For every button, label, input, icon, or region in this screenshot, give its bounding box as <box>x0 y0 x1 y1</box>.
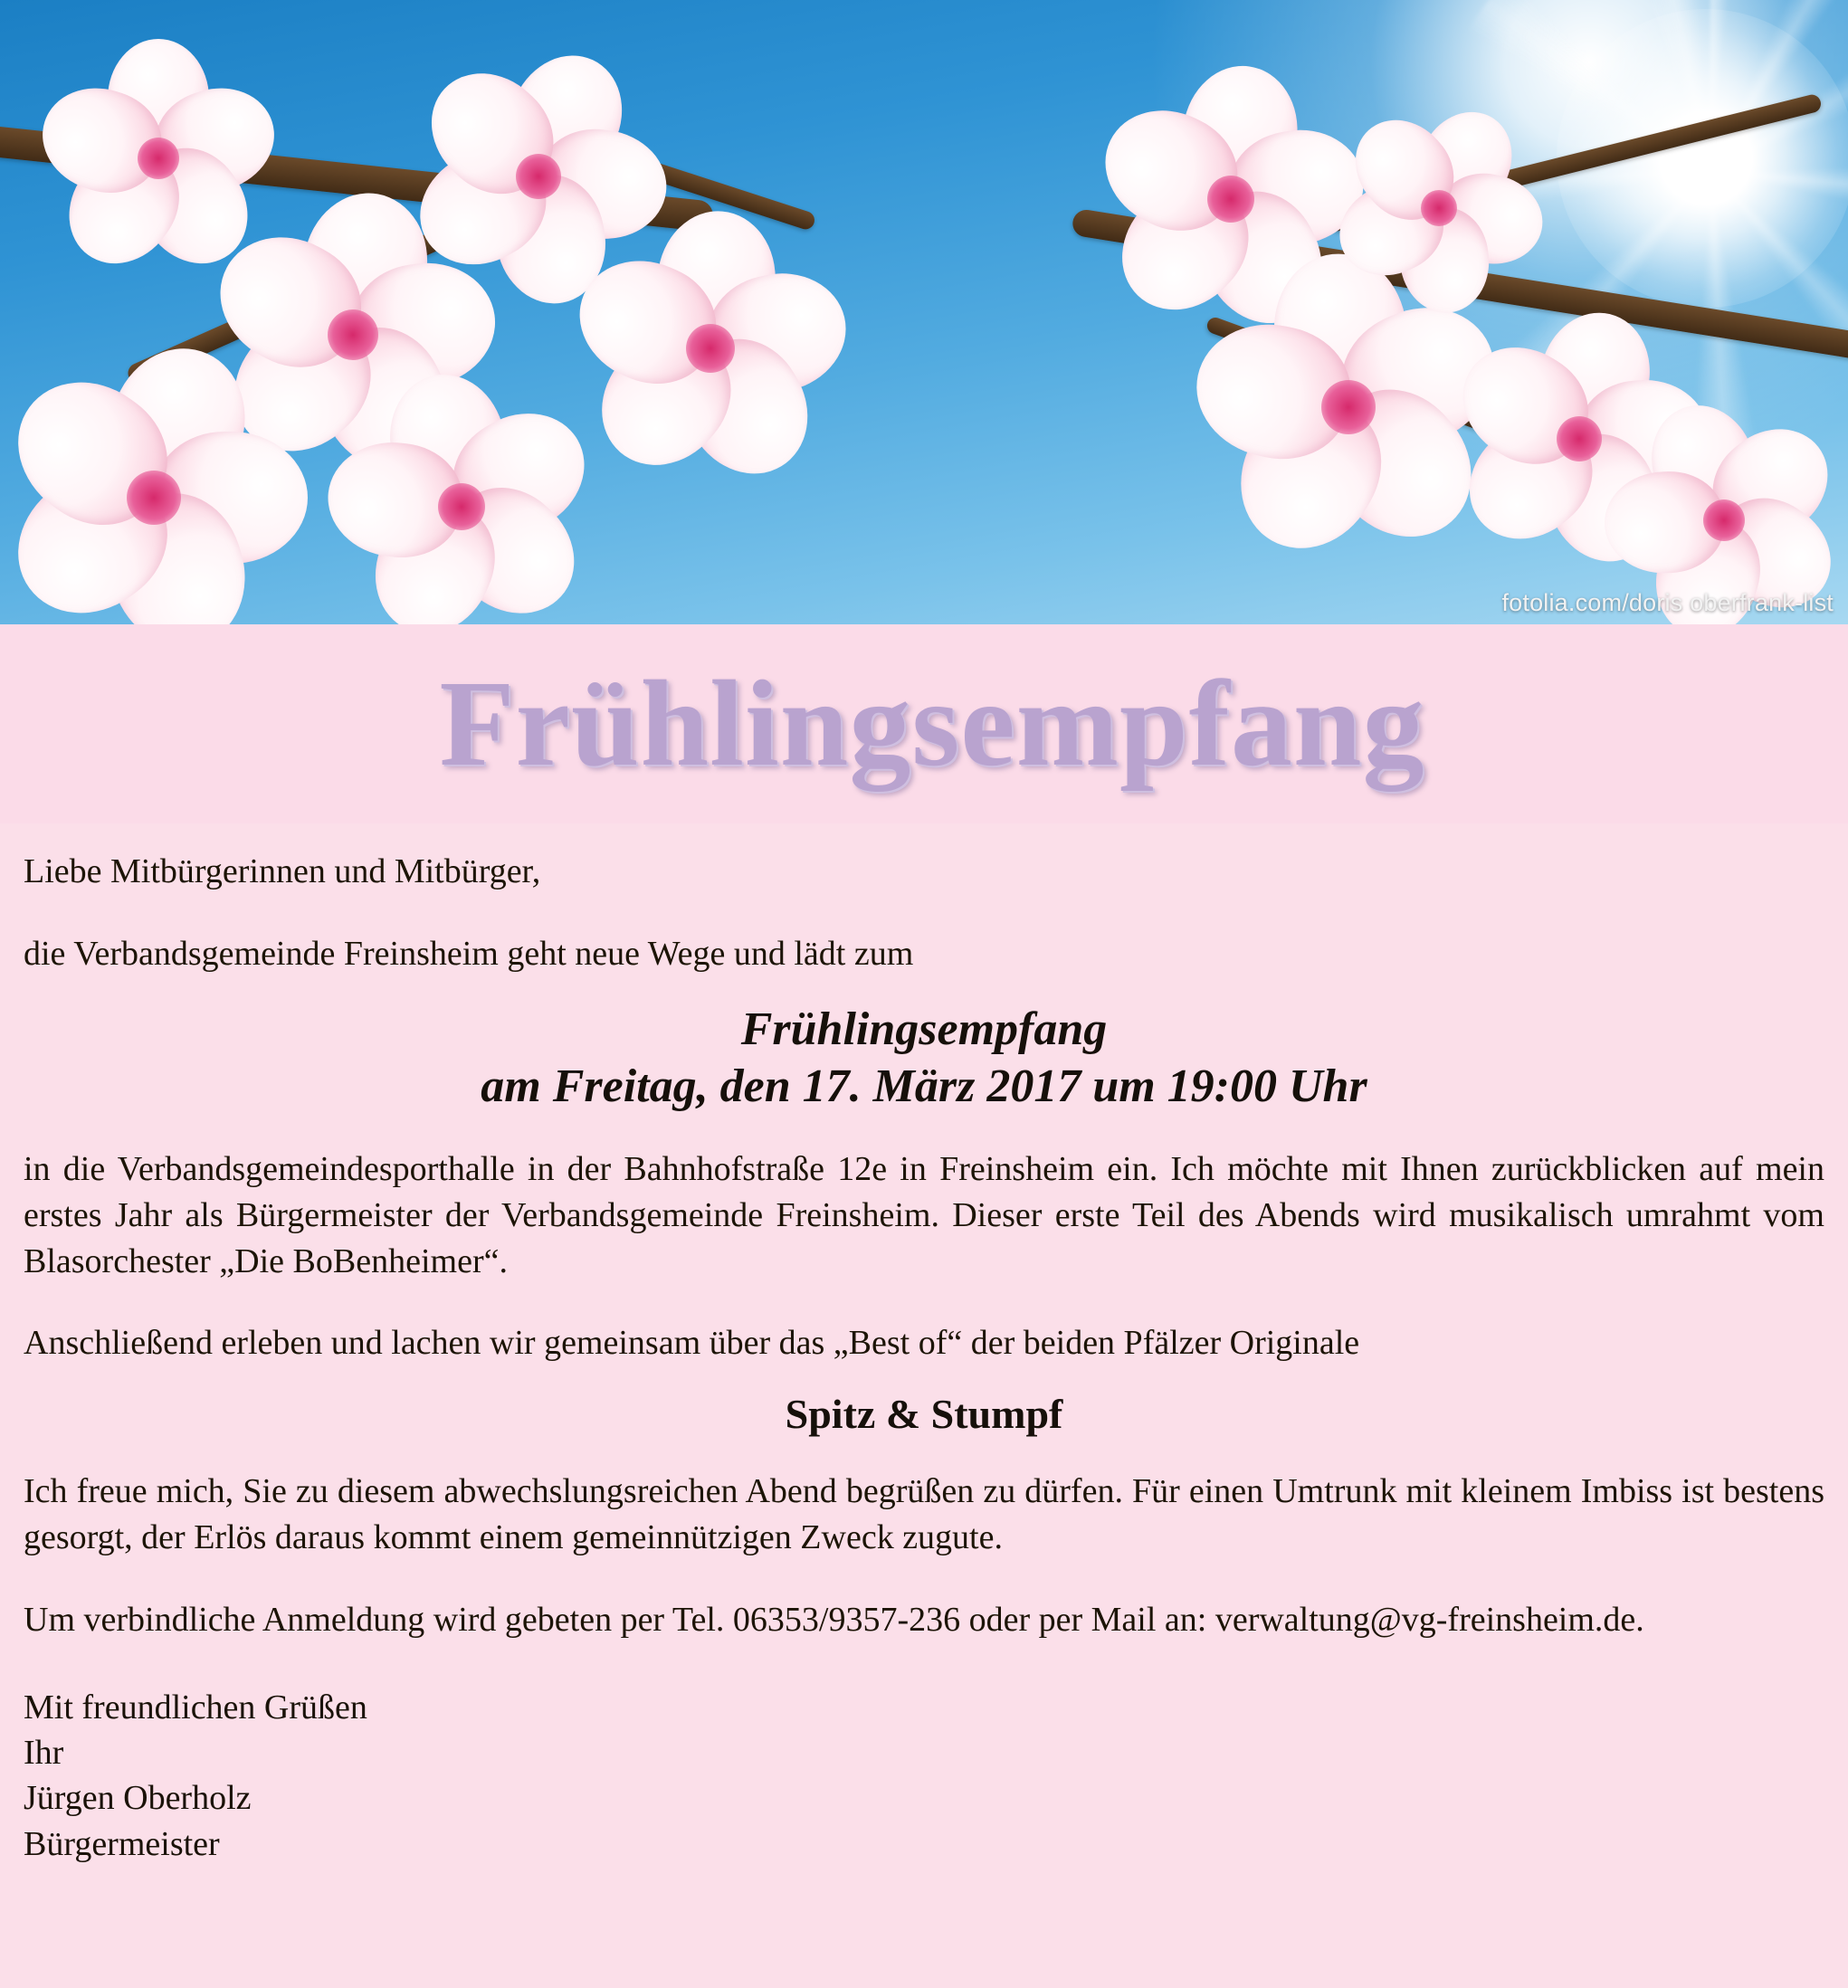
paragraph-program: Anschließend erleben und lachen wir gemeinsam über das „Best of“ der beiden Pfälzer Originale <box>24 1324 1360 1363</box>
title-band <box>0 624 1848 823</box>
blossom-icon <box>344 389 579 624</box>
closing-line-2: Ihr <box>24 1734 64 1773</box>
blossom-icon <box>425 63 652 290</box>
closing-line-1: Mit freundlichen Grüßen <box>24 1688 367 1727</box>
photo-credit: fotolia.com/doris oberfrank-list <box>1501 589 1834 616</box>
page-title: Frühlingsempfang <box>439 656 1425 792</box>
act-name: Spitz & Stumpf <box>785 1391 1063 1438</box>
header-photo <box>0 0 1848 624</box>
blossom-icon <box>54 54 262 262</box>
paragraph-rsvp: Um verbindliche Anmeldung wird gebeten per Tel. 06353/9357-236 oder per Mail an: verwaltung@vg-freinsheim.de. <box>24 1601 1644 1640</box>
signer-name: Jürgen Oberholz <box>24 1779 252 1818</box>
signer-role: Bürgermeister <box>24 1824 220 1863</box>
paragraph-invitation: Ich freue mich, Sie zu diesem abwechslungsreichen Abend begrüßen zu dürfen. Für einen Umtrunk mit kleinem Imbiss ist bestens gesorgt, der Erlös daraus kommt einem gemeinnützigen Zweck zugute. <box>24 1472 1824 1557</box>
paragraph-location: in die Verbandsgemeindesporthalle in der Bahnhofstraße 12e in Freinsheim ein. Ich möchte mit Ihnen zurückblicken auf mein erstes Jahr als Bürgermeister der Verbandsgemeinde Freinsheim. Dieser erste Teil des Abends wird musikalisch umrahmt vom Blasorchester „Die BoBenheimer“. <box>24 1149 1824 1280</box>
event-name: Frühlingsempfang <box>740 1003 1108 1055</box>
event-details <box>24 1001 1824 1116</box>
event-datetime: am Freitag, den 17. März 2017 um 19:00 Uhr <box>481 1061 1367 1113</box>
signature-block <box>24 1685 1824 1867</box>
letter-body <box>0 823 1848 1903</box>
salutation: Liebe Mitbürgerinnen und Mitbürger, <box>24 852 541 890</box>
blossom-icon <box>18 362 290 624</box>
blossom-icon <box>1348 118 1529 299</box>
blossom-icon <box>588 226 833 471</box>
intro-line: die Verbandsgemeinde Freinsheim geht neue Wege und lädt zum <box>24 934 914 973</box>
